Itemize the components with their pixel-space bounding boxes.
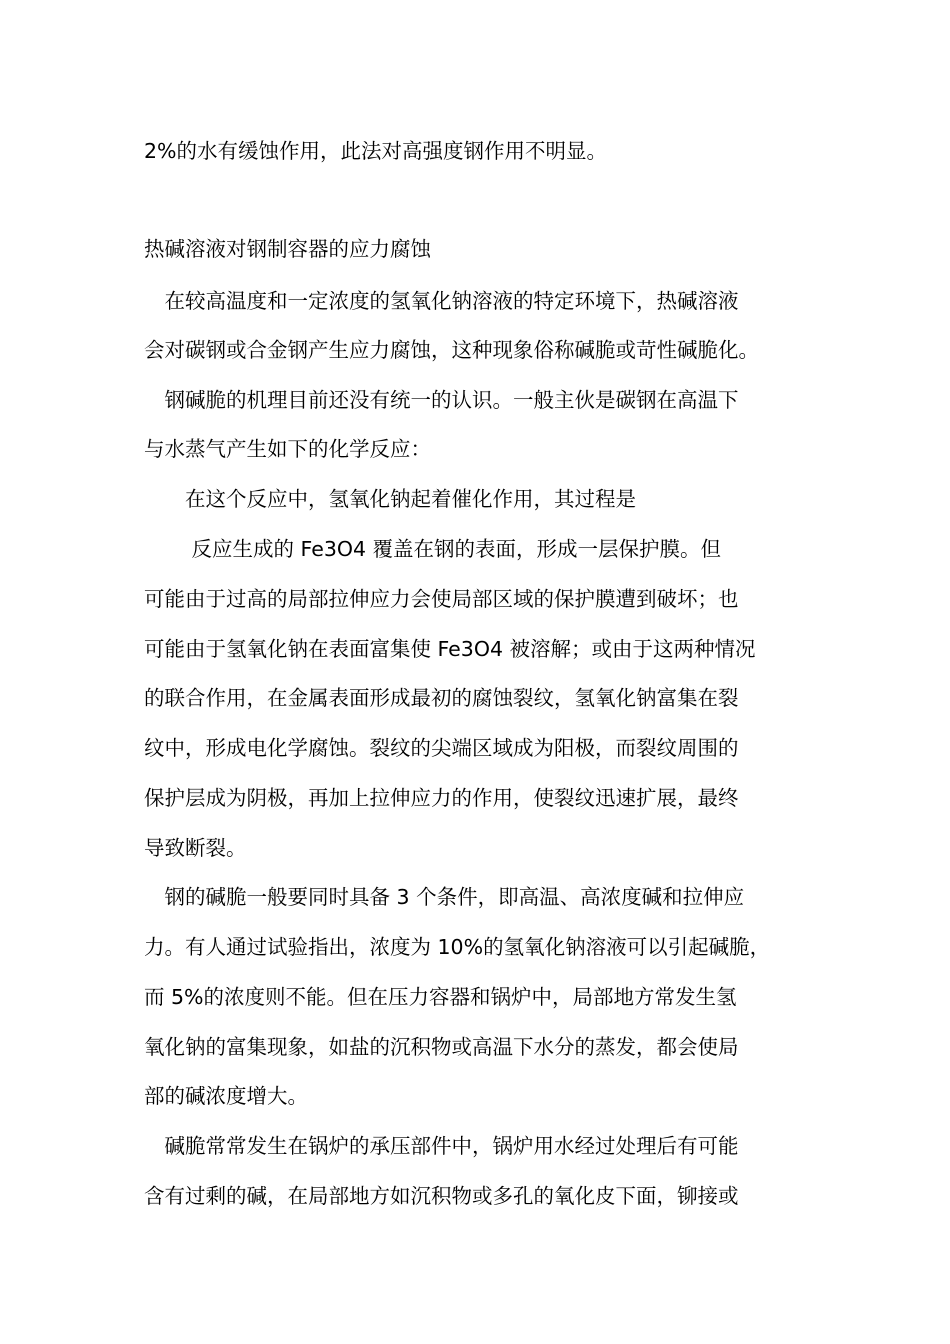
- text-line-1: 2%的水有缓蚀作用，此法对高强度钢作用不明显。: [144, 139, 608, 163]
- text-line-12: 纹中，形成电化学腐蚀。裂纹的尖端区域成为阳极，而裂纹周围的: [144, 736, 739, 760]
- text-line-4: 会对碳钢或合金钢产生应力腐蚀，这种现象俗称碱脆或苛性碱脆化。: [144, 338, 759, 362]
- text-line-5: 钢碱脆的机理目前还没有统一的认识。一般主伙是碳钢在高温下: [144, 388, 739, 412]
- text-line-14: 导致断裂。: [144, 836, 247, 860]
- text-line-15: 钢的碱脆一般要同时具备 3 个条件，即高温、高浓度碱和拉伸应: [144, 885, 745, 909]
- text-line-8: 反应生成的 Fe3O4 覆盖在钢的表面，形成一层保护膜。但: [144, 537, 722, 561]
- text-line-9: 可能由于过高的局部拉伸应力会使局部区域的保护膜遭到破坏；也: [144, 587, 739, 611]
- text-line-3: 在较高温度和一定浓度的氢氧化钠溶液的特定环境下，热碱溶液: [144, 289, 739, 313]
- text-line-16: 力。有人通过试验指出，浓度为 10%的氢氧化钠溶液可以引起碱脆，: [144, 935, 771, 959]
- text-line-21: 含有过剩的碱，在局部地方如沉积物或多孔的氧化皮下面，铆接或: [144, 1184, 739, 1208]
- text-line-10: 可能由于氢氧化钠在表面富集使 Fe3O4 被溶解；或由于这两种情况: [144, 637, 756, 661]
- text-line-7: 在这个反应中，氢氧化钠起着催化作用，其过程是: [144, 487, 636, 511]
- text-line-20: 碱脆常常发生在锅炉的承压部件中，锅炉用水经过处理后有可能: [144, 1134, 739, 1158]
- text-line-17: 而 5%的浓度则不能。但在压力容器和锅炉中，局部地方常发生氢: [144, 985, 737, 1009]
- section-heading: 热碱溶液对钢制容器的应力腐蚀: [144, 237, 431, 261]
- text-line-11: 的联合作用，在金属表面形成最初的腐蚀裂纹，氢氧化钠富集在裂: [144, 686, 739, 710]
- text-line-18: 氧化钠的富集现象，如盐的沉积物或高温下水分的蒸发，都会使局: [144, 1035, 739, 1059]
- text-line-13: 保护层成为阴极，再加上拉伸应力的作用，使裂纹迅速扩展，最终: [144, 786, 739, 810]
- text-line-19: 部的碱浓度增大。: [144, 1084, 308, 1108]
- text-line-6: 与水蒸气产生如下的化学反应：: [144, 437, 431, 461]
